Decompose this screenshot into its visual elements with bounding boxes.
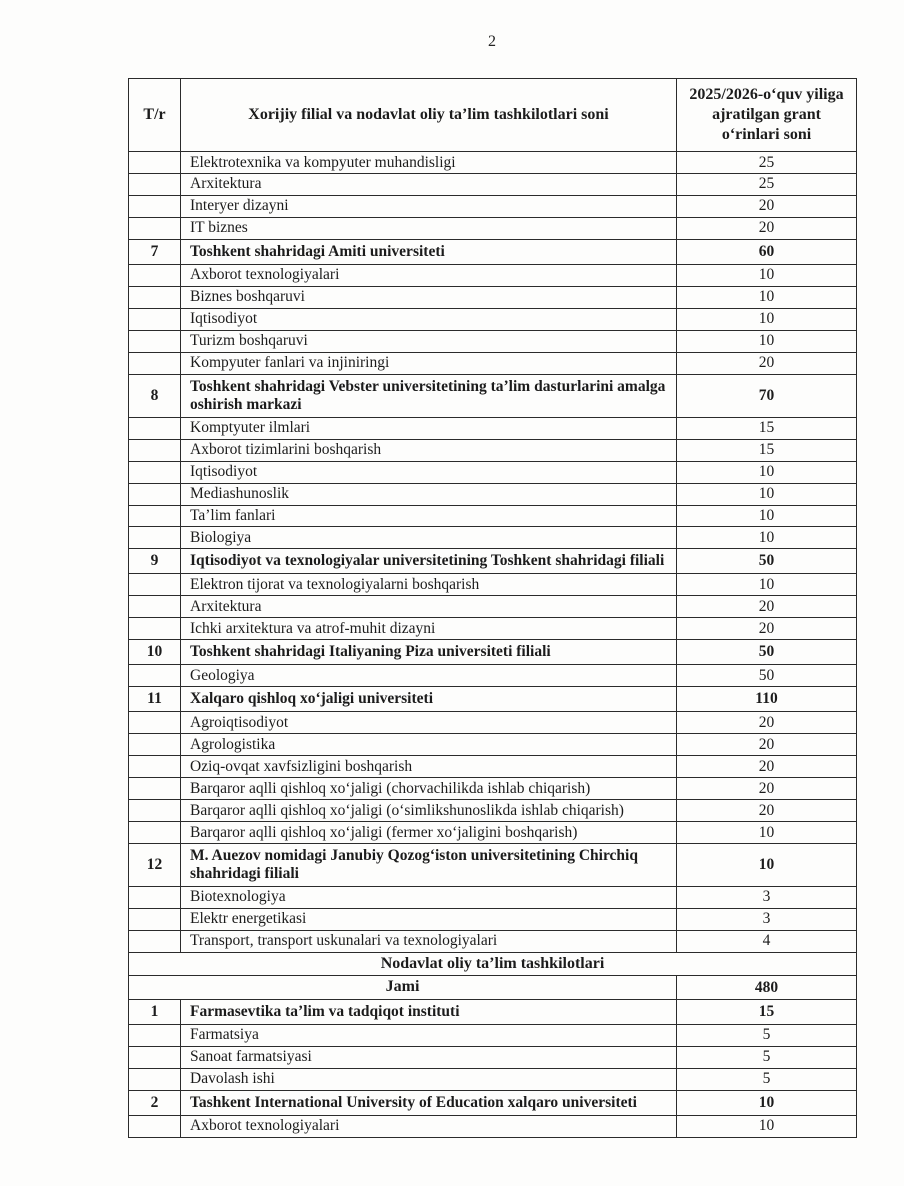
table-row [129, 952, 857, 976]
header-tr: T/r [129, 79, 181, 152]
row-name: M. Auezov nomidagi Janubiy Qozogʻiston universitetining Chirchiq shahridagi filiali [181, 844, 677, 887]
row-number [129, 1024, 181, 1046]
row-name: Toshkent shahridagi Italiyaning Piza universiteti filiali [181, 640, 677, 665]
row-value: 20 [677, 618, 857, 640]
row-name: Ta’lim fanlari [181, 505, 677, 527]
table-row [129, 527, 857, 549]
row-number [129, 152, 181, 174]
grant-allocation-table [128, 78, 857, 1138]
row-value: 20 [677, 217, 857, 239]
table-row [129, 687, 857, 712]
row-name: Biologiya [181, 527, 677, 549]
row-number: 11 [129, 687, 181, 712]
row-number [129, 712, 181, 734]
table-row [129, 461, 857, 483]
row-name: Barqaror aqlli qishloq xoʻjaligi (chorvachilikda ishlab chiqarish) [181, 778, 677, 800]
row-name: Biznes boshqaruvi [181, 286, 677, 308]
row-value: 10 [677, 308, 857, 330]
row-number [129, 483, 181, 505]
row-value: 50 [677, 640, 857, 665]
row-number [129, 505, 181, 527]
row-name: Arxitektura [181, 173, 677, 195]
row-name: Axborot tizimlarini boshqarish [181, 439, 677, 461]
row-number [129, 596, 181, 618]
row-value: 20 [677, 756, 857, 778]
row-name: Sanoat farmatsiyasi [181, 1046, 677, 1068]
row-value: 20 [677, 734, 857, 756]
row-name: Mediashunoslik [181, 483, 677, 505]
section-title: Nodavlat oliy ta’lim tashkilotlari [129, 952, 857, 976]
row-name: Toshkent shahridagi Amiti universiteti [181, 239, 677, 264]
row-name: Iqtisodiyot [181, 461, 677, 483]
table-row [129, 1068, 857, 1090]
row-number [129, 417, 181, 439]
row-name: Barqaror aqlli qishloq xoʻjaligi (fermer xoʻjaligini boshqarish) [181, 822, 677, 844]
row-value: 10 [677, 264, 857, 286]
table-row [129, 505, 857, 527]
row-number [129, 195, 181, 217]
row-number [129, 930, 181, 952]
row-value: 25 [677, 152, 857, 174]
table-row [129, 712, 857, 734]
table-row [129, 286, 857, 308]
row-number [129, 286, 181, 308]
table-row [129, 264, 857, 286]
row-value: 60 [677, 239, 857, 264]
row-name: IT biznes [181, 217, 677, 239]
row-value: 3 [677, 908, 857, 930]
row-number [129, 439, 181, 461]
table-row [129, 574, 857, 596]
row-number: 12 [129, 844, 181, 887]
table-row [129, 618, 857, 640]
row-value: 5 [677, 1068, 857, 1090]
row-name: Barqaror aqlli qishloq xoʻjaligi (oʻsimlikshunoslikda ishlab chiqarish) [181, 800, 677, 822]
table-row [129, 549, 857, 574]
page-number: 2 [488, 33, 496, 50]
table-row [129, 908, 857, 930]
row-value: 4 [677, 930, 857, 952]
row-value: 10 [677, 527, 857, 549]
table-row [129, 976, 857, 1000]
table-row [129, 1115, 857, 1137]
row-name: Farmatsiya [181, 1024, 677, 1046]
row-name: Iqtisodiyot [181, 308, 677, 330]
row-number [129, 756, 181, 778]
row-number [129, 527, 181, 549]
row-name: Oziq-ovqat xavfsizligini boshqarish [181, 756, 677, 778]
total-label: Jami [129, 976, 677, 1000]
table-header-row [129, 79, 857, 152]
row-value: 3 [677, 886, 857, 908]
row-name: Tashkent International University of Education xalqaro universiteti [181, 1090, 677, 1115]
row-number: 7 [129, 239, 181, 264]
table-row [129, 822, 857, 844]
row-value: 10 [677, 505, 857, 527]
row-value: 15 [677, 417, 857, 439]
row-number [129, 908, 181, 930]
row-name: Iqtisodiyot va texnologiyalar universitetining Toshkent shahridagi filiali [181, 549, 677, 574]
row-number [129, 1115, 181, 1137]
table-row [129, 640, 857, 665]
table-row [129, 999, 857, 1024]
row-number [129, 308, 181, 330]
row-value: 15 [677, 439, 857, 461]
row-value: 25 [677, 173, 857, 195]
row-number [129, 352, 181, 374]
table-row [129, 930, 857, 952]
row-number [129, 461, 181, 483]
row-number [129, 264, 181, 286]
row-value: 50 [677, 665, 857, 687]
row-name: Kompyuter fanlari va injiniringi [181, 352, 677, 374]
row-name: Elektron tijorat va texnologiyalarni boshqarish [181, 574, 677, 596]
row-number: 1 [129, 999, 181, 1024]
table-row [129, 417, 857, 439]
table-row [129, 330, 857, 352]
row-value: 5 [677, 1024, 857, 1046]
row-number [129, 173, 181, 195]
table-row [129, 308, 857, 330]
table-row [129, 596, 857, 618]
row-name: Xalqaro qishloq xoʻjaligi universiteti [181, 687, 677, 712]
row-name: Agrologistika [181, 734, 677, 756]
table-header [129, 79, 857, 152]
row-value: 10 [677, 1115, 857, 1137]
table-body [129, 152, 857, 1138]
row-number [129, 330, 181, 352]
row-value: 10 [677, 286, 857, 308]
table-row [129, 374, 857, 417]
row-name: Axborot texnologiyalari [181, 1115, 677, 1137]
row-number: 10 [129, 640, 181, 665]
row-value: 20 [677, 352, 857, 374]
row-value: 20 [677, 800, 857, 822]
row-number [129, 778, 181, 800]
total-value: 480 [677, 976, 857, 1000]
row-name: Toshkent shahridagi Vebster universitetining ta’lim dasturlarini amalga oshirish markazi [181, 374, 677, 417]
table-row [129, 844, 857, 887]
table-row [129, 756, 857, 778]
table-row [129, 1046, 857, 1068]
row-value: 110 [677, 687, 857, 712]
row-value: 20 [677, 195, 857, 217]
header-grant-count: 2025/2026-oʻquv yiliga ajratilgan grant oʻrinlari soni [677, 79, 857, 152]
row-name: Davolash ishi [181, 1068, 677, 1090]
table-row [129, 195, 857, 217]
row-value: 20 [677, 596, 857, 618]
row-name: Interyer dizayni [181, 195, 677, 217]
table-row [129, 886, 857, 908]
row-number: 9 [129, 549, 181, 574]
row-number [129, 822, 181, 844]
row-number [129, 886, 181, 908]
row-number: 2 [129, 1090, 181, 1115]
row-value: 20 [677, 712, 857, 734]
row-value: 50 [677, 549, 857, 574]
table-row [129, 173, 857, 195]
row-number [129, 217, 181, 239]
row-name: Agroiqtisodiyot [181, 712, 677, 734]
table-row [129, 439, 857, 461]
row-number [129, 618, 181, 640]
row-value: 10 [677, 844, 857, 887]
table-row [129, 1024, 857, 1046]
row-name: Elektr energetikasi [181, 908, 677, 930]
table-row [129, 800, 857, 822]
row-number [129, 800, 181, 822]
table-row [129, 152, 857, 174]
row-name: Ichki arxitektura va atrof-muhit dizayni [181, 618, 677, 640]
row-value: 20 [677, 778, 857, 800]
table-row [129, 665, 857, 687]
header-organization: Xorijiy filial va nodavlat oliy ta’lim tashkilotlari soni [181, 79, 677, 152]
row-name: Transport, transport uskunalari va texnologiyalari [181, 930, 677, 952]
row-name: Biotexnologiya [181, 886, 677, 908]
row-number [129, 1046, 181, 1068]
row-value: 10 [677, 1090, 857, 1115]
table-row [129, 483, 857, 505]
row-name: Arxitektura [181, 596, 677, 618]
row-value: 10 [677, 822, 857, 844]
row-number [129, 1068, 181, 1090]
row-number [129, 734, 181, 756]
table-row [129, 734, 857, 756]
row-number [129, 574, 181, 596]
row-value: 70 [677, 374, 857, 417]
table-row [129, 1090, 857, 1115]
table-row [129, 352, 857, 374]
row-number [129, 665, 181, 687]
row-value: 10 [677, 330, 857, 352]
row-name: Axborot texnologiyalari [181, 264, 677, 286]
row-name: Komptyuter ilmlari [181, 417, 677, 439]
row-name: Elektrotexnika va kompyuter muhandisligi [181, 152, 677, 174]
row-number: 8 [129, 374, 181, 417]
row-name: Farmasevtika ta’lim va tadqiqot instituti [181, 999, 677, 1024]
table-row [129, 217, 857, 239]
row-name: Geologiya [181, 665, 677, 687]
row-value: 10 [677, 574, 857, 596]
row-value: 10 [677, 483, 857, 505]
row-value: 10 [677, 461, 857, 483]
row-value: 5 [677, 1046, 857, 1068]
row-value: 15 [677, 999, 857, 1024]
table-row [129, 778, 857, 800]
table-row [129, 239, 857, 264]
row-name: Turizm boshqaruvi [181, 330, 677, 352]
